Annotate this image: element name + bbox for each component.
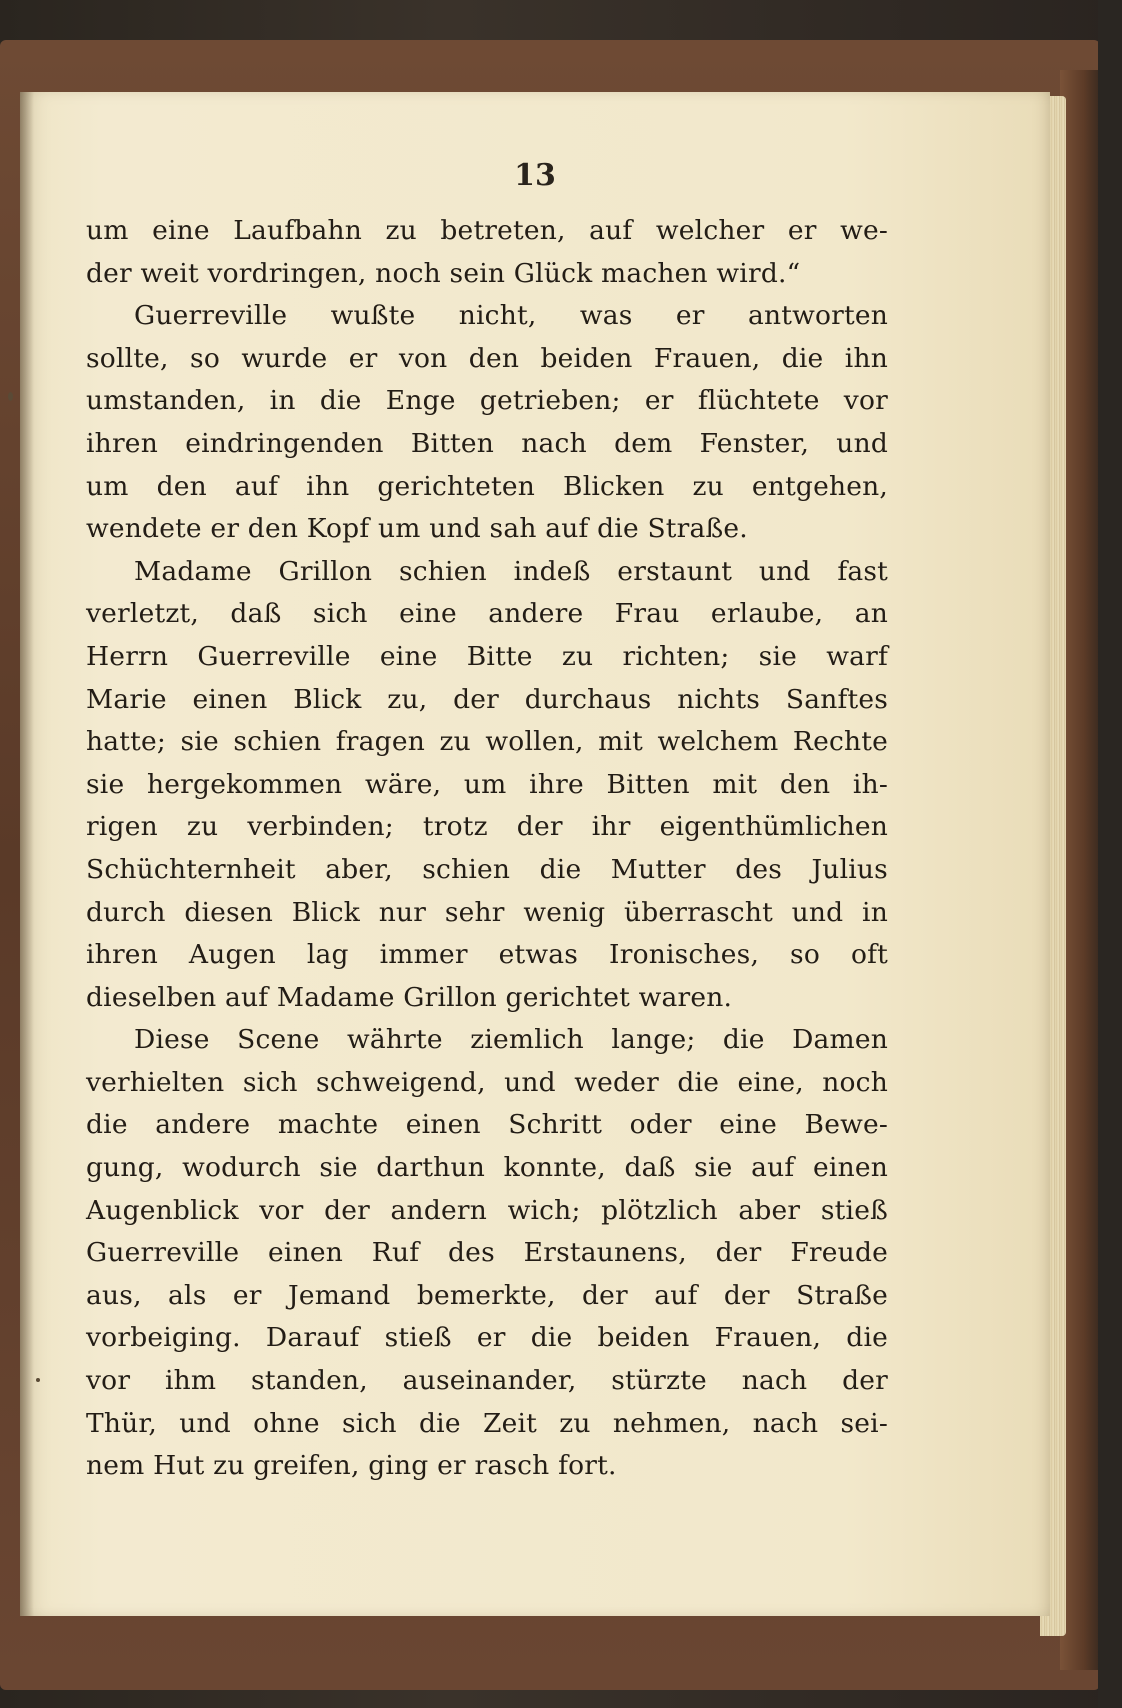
text-line: um eine Laufbahn zu betreten, auf welcher er we- — [86, 215, 888, 246]
text-line: Diese Scene währte ziemlich lange; die Damen — [134, 1024, 888, 1056]
text-line: Guerreville einen Ruf des Erstaunens, der Freude — [86, 1237, 888, 1269]
text-line: vor ihm standen, auseinander, stürzte nach der — [86, 1365, 888, 1397]
text-line: Guerreville wußte nicht, was er antworten — [134, 300, 888, 332]
text-line: Madame Grillon schien indeß erstaunt und fast — [134, 555, 888, 587]
text-line: aus, als er Jemand bemerkte, der auf der Straße — [86, 1279, 888, 1311]
text-line: umstanden, in die Enge getrieben; er flüchtete vor — [86, 385, 888, 417]
text-line: die andere machte einen Schritt oder eine Bewe- — [86, 1109, 888, 1141]
gutter-shadow — [20, 92, 34, 1616]
text-line: verhielten sich schweigend, und weder die eine, noch — [86, 1066, 888, 1098]
body-text — [86, 210, 888, 1488]
scan-background-edge — [1098, 0, 1122, 1708]
text-line: ihren eindringenden Bitten nach dem Fenster, und — [86, 427, 888, 459]
text-line: gung, wodurch sie darthun konnte, daß sie auf einen — [86, 1152, 888, 1184]
text-line: durch diesen Blick nur sehr wenig überrascht und in — [86, 896, 888, 928]
text-line: dieselben auf Madame Grillon gerichtet waren. — [86, 981, 733, 1013]
page-number: 13 — [514, 158, 556, 193]
text-line: Augenblick vor der andern wich; plötzlich aber stieß — [86, 1194, 888, 1226]
text-line: verletzt, daß sich eine andere Frau erlaube, an — [86, 598, 888, 630]
text-line: hatte; sie schien fragen zu wollen, mit welchem Rechte — [86, 726, 888, 758]
text-line: vorbeiging. Darauf stieß er die beiden Frauen, die — [86, 1322, 888, 1354]
text-line: um den auf ihn gerichteten Blicken zu entgehen, — [86, 470, 888, 502]
scan-speck — [36, 1378, 40, 1382]
text-line: Herrn Guerreville eine Bitte zu richten; sie warf — [86, 640, 888, 672]
book-page — [20, 92, 1050, 1616]
book-cover-edge — [1060, 70, 1100, 1670]
text-line: Schüchternheit aber, schien die Mutter des Julius — [86, 853, 888, 885]
text-line: rigen zu verbinden; trotz der ihr eigenthümlichen — [86, 811, 888, 843]
text-line: Thür, und ohne sich die Zeit zu nehmen, nach sei- — [86, 1407, 888, 1439]
text-line: nem Hut zu greifen, ging er rasch fort. — [86, 1450, 617, 1482]
text-line: wendete er den Kopf um und sah auf die Straße. — [86, 513, 748, 545]
text-line: sie hergekommen wäre, um ihre Bitten mit den ih- — [86, 768, 888, 800]
text-line: ihren Augen lag immer etwas Ironisches, so oft — [86, 939, 888, 971]
scan-speck — [8, 392, 13, 401]
text-line: der weit vordringen, noch sein Glück machen wird.“ — [86, 257, 801, 289]
text-line: sollte, so wurde er von den beiden Frauen, die ihn — [86, 342, 888, 374]
text-line: Marie einen Blick zu, der durchaus nichts Sanftes — [86, 683, 888, 715]
